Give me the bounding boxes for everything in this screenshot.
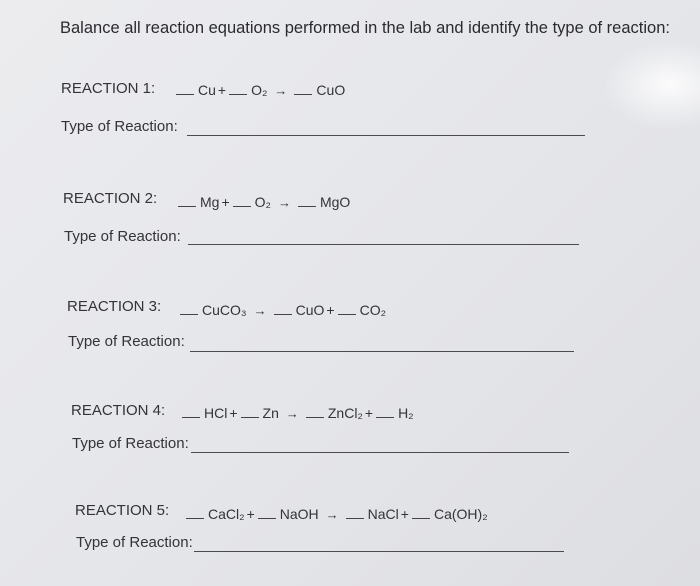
plus-sign: + [400,506,409,522]
coefficient-blank[interactable] [412,517,430,519]
coefficient-blank[interactable] [258,517,276,519]
coefficient-blank[interactable] [376,416,394,418]
type-of-reaction-4-label: Type of Reaction: [72,435,189,452]
reactant: Zn [262,405,279,421]
type-of-reaction-5-answer-line[interactable] [194,551,564,552]
reactant: CaCl₂ [208,506,245,522]
reaction-3-label: REACTION 3: [67,298,162,315]
reaction-5-label: REACTION 5: [75,502,170,519]
reaction-3-equation [180,302,386,318]
product: ZnCl₂ [327,405,363,421]
reaction-2-label: REACTION 2: [63,190,158,207]
coefficient-blank[interactable] [294,93,312,95]
coefficient-blank[interactable] [298,205,316,207]
coefficient-blank[interactable] [306,416,324,418]
reaction-5-equation [186,506,488,522]
reactant: CuCO₃ [202,302,247,318]
reaction-4-equation [182,405,414,421]
photo-glare [600,40,700,130]
reactant: HCl [204,405,228,421]
reaction-arrow: → [285,406,299,421]
coefficient-blank[interactable] [338,313,356,315]
product: H₂ [398,405,414,421]
product: Ca(OH)₂ [433,506,488,522]
product: CO₂ [359,302,387,318]
type-of-reaction-3-answer-line[interactable] [190,351,574,352]
reactant: O₂ [251,82,268,98]
coefficient-blank[interactable] [229,93,247,95]
plus-sign: + [217,82,227,98]
type-of-reaction-1-answer-line[interactable] [187,135,585,136]
coefficient-blank[interactable] [178,205,196,207]
reaction-arrow: → [253,303,267,318]
plus-sign: + [229,405,238,421]
product: NaCl [367,506,399,522]
type-of-reaction-1-label: Type of Reaction: [61,118,178,135]
coefficient-blank[interactable] [233,205,251,207]
product: MgO [319,194,351,210]
type-of-reaction-5-label: Type of Reaction: [76,534,193,551]
reactant: Cu [198,82,216,98]
type-of-reaction-2-answer-line[interactable] [188,244,579,245]
reactant: Mg [200,194,220,210]
product: CuO [316,82,346,98]
plus-sign: + [246,506,255,522]
type-of-reaction-4-answer-line[interactable] [191,452,569,453]
reactant: NaOH [279,506,319,522]
reaction-arrow: → [325,507,339,522]
coefficient-blank[interactable] [176,93,194,95]
worksheet-instructions: Balance all reaction equations performed in the lab and identify the type of reaction: [60,19,670,37]
reaction-1-label: REACTION 1: [61,80,156,97]
coefficient-blank[interactable] [346,517,364,519]
reaction-arrow: → [277,195,291,210]
coefficient-blank[interactable] [274,313,292,315]
reaction-1-equation [176,82,345,98]
coefficient-blank[interactable] [180,313,198,315]
plus-sign: + [364,405,374,421]
reactant: O₂ [254,194,271,210]
reaction-arrow: → [274,83,288,98]
coefficient-blank[interactable] [182,416,200,418]
plus-sign: + [326,302,335,318]
coefficient-blank[interactable] [186,517,204,519]
reaction-4-label: REACTION 4: [71,402,166,419]
type-of-reaction-2-label: Type of Reaction: [64,228,181,245]
reaction-2-equation [178,194,350,210]
product: CuO [295,302,325,318]
plus-sign: + [221,194,230,210]
type-of-reaction-3-label: Type of Reaction: [68,333,185,350]
coefficient-blank[interactable] [241,416,259,418]
